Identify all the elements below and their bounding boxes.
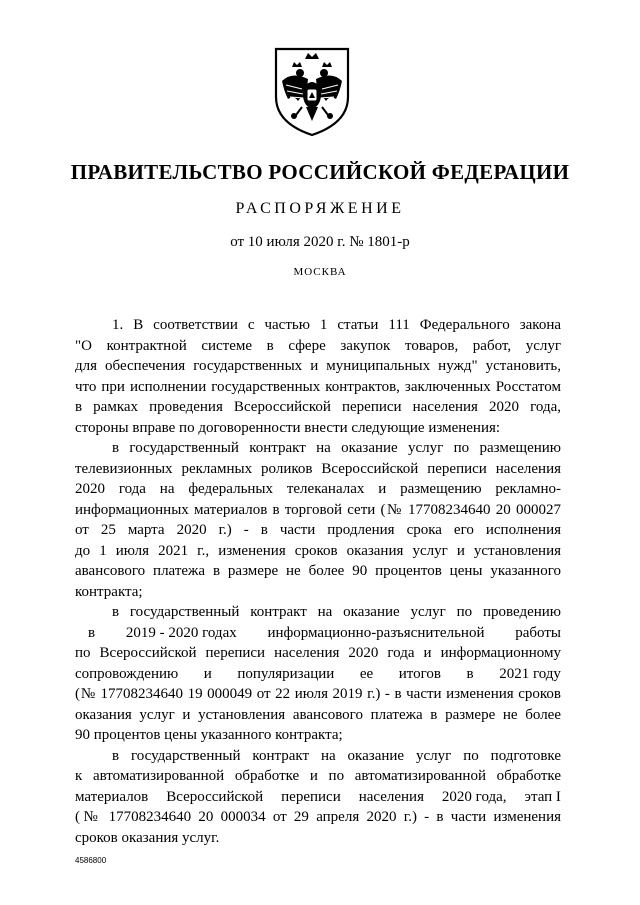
paragraph-line: стороны вправе по договоренности внести следующие изменения: bbox=[75, 419, 501, 436]
paragraph-line: в рамках проведения Всероссийской переписи населения 2020 года, bbox=[75, 399, 561, 415]
word: в bbox=[466, 665, 474, 682]
document-date-number: от 10 июля 2020 г. № 1801-р bbox=[230, 234, 410, 250]
paragraph-line: "О контрактной системе в сфере закупок товаров, работ, услуг bbox=[75, 337, 561, 354]
paragraph-line: в государственный контракт на оказание услуг по размещению bbox=[112, 440, 561, 456]
paragraph-line: авансового платежа в размере не более 90 процентов цены указанного bbox=[75, 563, 561, 579]
word: населения bbox=[358, 788, 424, 805]
word: 2020 года, bbox=[441, 788, 507, 805]
word: 2021 году bbox=[499, 665, 561, 682]
paragraph-line: (№ 17708234640 20 000034 от 29 апреля 2020 г.) - в части изменения bbox=[75, 809, 561, 825]
word: сопровождению bbox=[75, 665, 179, 682]
paragraph-line: в государственный контракт на оказание услуг по проведению bbox=[112, 604, 561, 620]
document-code: 4586800 bbox=[75, 856, 107, 865]
government-title: ПРАВИТЕЛЬСТВО РОССИЙСКОЙ ФЕДЕРАЦИИ bbox=[70, 160, 570, 184]
paragraph-line: телевизионных рекламных роликов Всероссийской переписи населения bbox=[75, 460, 561, 477]
word: Всероссийской bbox=[166, 788, 264, 805]
word: информационно-разъяснительной bbox=[267, 624, 485, 641]
paragraph-line bbox=[75, 787, 561, 808]
word: 2019 - 2020 годах bbox=[125, 624, 237, 641]
word: итогов bbox=[398, 665, 441, 682]
paragraph-line: 1. В соответствии с частью 1 статьи 111 Федерального закона bbox=[112, 317, 561, 333]
word: в bbox=[88, 624, 96, 641]
paragraph-line: оказания услуг и установления авансового платежа в размере не более bbox=[75, 706, 561, 723]
paragraph-line bbox=[75, 623, 561, 644]
paragraph-line: от 25 марта 2020 г.) - в части продления срока его исполнения bbox=[75, 522, 561, 538]
word: популяризации bbox=[237, 665, 335, 682]
word: и bbox=[203, 665, 212, 682]
document-type: РАСПОРЯЖЕНИЕ bbox=[235, 200, 405, 217]
paragraph-line: 2020 года на федеральных телеканалах и размещению рекламно- bbox=[75, 481, 561, 497]
word: материалов bbox=[75, 788, 149, 805]
paragraph-line: что при исполнении государственных контрактов, заключенных Росстатом bbox=[75, 378, 561, 395]
word: этап I bbox=[524, 788, 561, 805]
paragraph-line: до 1 июля 2021 г., изменения сроков оказания услуг и установления bbox=[75, 542, 561, 559]
word: работы bbox=[515, 624, 561, 641]
paragraph-line: к автоматизированной обработке и по автоматизированной обработке bbox=[75, 768, 561, 784]
paragraph-line: контракта; bbox=[75, 583, 143, 600]
paragraph-line: в государственный контракт на оказание услуг по подготовке bbox=[112, 747, 561, 764]
coat-of-arms-emblem bbox=[272, 45, 352, 137]
paragraph-line: (№ 17708234640 19 000049 от 22 июля 2019 г.) - в части изменения сроков bbox=[75, 686, 561, 702]
word: ее bbox=[359, 665, 374, 682]
order-body bbox=[75, 315, 561, 848]
paragraph-line: сроков оказания услуг. bbox=[75, 829, 220, 846]
document-city: МОСКВА bbox=[293, 266, 347, 278]
paragraph-line: 90 процентов цены указанного контракта; bbox=[75, 727, 343, 743]
paragraph-line: по Всероссийской переписи населения 2020 года и информационному bbox=[75, 645, 561, 661]
paragraph-line bbox=[75, 664, 561, 685]
paragraph-line: информационных материалов в торговой сети (№ 17708234640 20 000027 bbox=[75, 501, 561, 518]
paragraph-line: для обеспечения государственных и муниципальных нужд" установить, bbox=[75, 358, 561, 374]
word: переписи bbox=[281, 788, 341, 805]
